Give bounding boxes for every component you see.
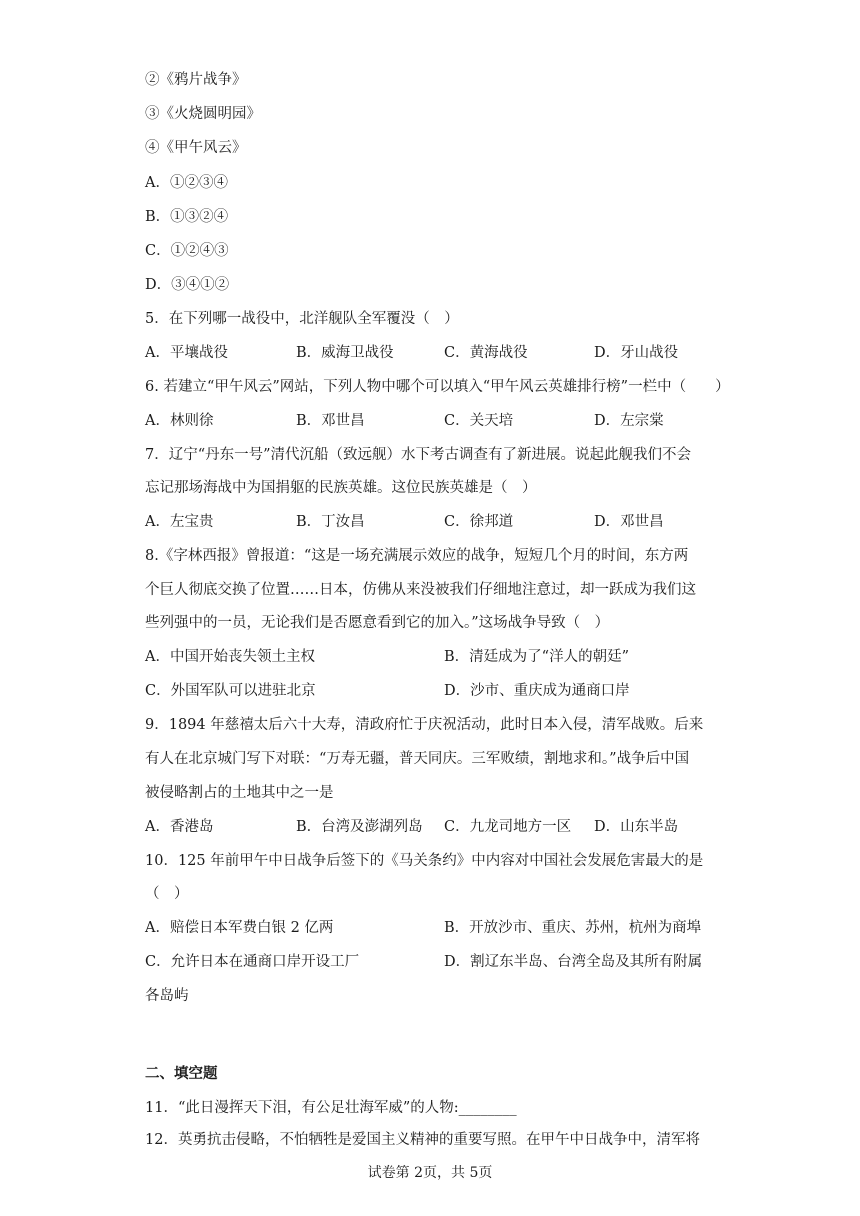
question-7-stem-line: 忘记那场海战中为国捐躯的民族英雄。这位民族英雄是（ ） xyxy=(145,480,537,496)
q6-option-b: B．邓世昌 xyxy=(296,413,365,429)
question-7-stem-line: 7．辽宁“丹东一号”清代沉船（致远舰）水下考古调查有了新进展。说起此舰我们不会 xyxy=(145,447,692,463)
q8-option-a: A．中国开始丧失领土主权 xyxy=(145,649,315,665)
q6-option-d: D．左宗棠 xyxy=(594,413,664,429)
question-item: ③《火烧圆明园》 xyxy=(145,106,261,122)
question-8-stem-line: 个巨人彻底交换了位置……日本，仿佛从来没被我们仔细地注意过，却一跃成为我们这 xyxy=(145,582,696,598)
q9-option-c: C．九龙司地方一区 xyxy=(444,819,572,835)
q6-option-a: A．林则徐 xyxy=(145,413,214,429)
question-5-stem: 5．在下列哪一战役中，北洋舰队全军覆没（ ） xyxy=(145,311,459,327)
q7-option-b: B．丁汝昌 xyxy=(296,514,365,530)
question-11: 11．“此日漫挥天下泪，有公足壮海军威”的人物:________ xyxy=(145,1100,517,1116)
q7-option-d: D．邓世昌 xyxy=(594,514,664,530)
option-c: C．①②④③ xyxy=(145,243,229,259)
q10-option-a: A．赔偿日本军费白银 2 亿两 xyxy=(145,920,334,936)
q9-option-b: B．台湾及澎湖列岛 xyxy=(296,819,423,835)
question-8-stem-line: 些列强中的一员，无论我们是否愿意看到它的加入。”这场战争导致（ ） xyxy=(145,615,610,631)
page-footer: 试卷第 2页，共 5页 xyxy=(367,1165,493,1181)
q8-option-d: D．沙市、重庆成为通商口岸 xyxy=(444,683,630,699)
option-a: A．①②③④ xyxy=(145,175,228,191)
section-title-fill-in: 二、填空题 xyxy=(145,1066,218,1082)
option-d: D．③④①② xyxy=(145,277,230,293)
question-item: ④《甲午风云》 xyxy=(145,140,247,156)
q5-option-a: A．平壤战役 xyxy=(145,345,228,361)
q10-option-c: C．允许日本在通商口岸开设工厂 xyxy=(145,954,360,970)
question-9-stem-line: 被侵略割占的土地其中之一是 xyxy=(145,785,334,801)
q7-option-c: C．徐邦道 xyxy=(444,514,514,530)
question-9-stem-line: 有人在北京城门写下对联：“万寿无疆，普天同庆。三军败绩，割地求和。”战争后中国 xyxy=(145,751,690,767)
question-item: ②《鸦片战争》 xyxy=(145,72,247,88)
q9-option-a: A．香港岛 xyxy=(145,819,214,835)
q5-option-c: C．黄海战役 xyxy=(444,345,528,361)
q6-option-c: C．关天培 xyxy=(444,413,514,429)
q5-option-b: B．威海卫战役 xyxy=(296,345,394,361)
question-9-stem-line: 9．1894 年慈禧太后六十大寿，清政府忙于庆祝活动，此时日本入侵，清军战败。后来 xyxy=(145,717,704,733)
question-10-stem-line: （ ） xyxy=(145,886,189,902)
q8-option-c: C．外国军队可以进驻北京 xyxy=(145,683,316,699)
option-b: B．①③②④ xyxy=(145,209,229,225)
q10-option-d-continued: 各岛屿 xyxy=(145,988,189,1004)
question-6-stem: 6. 若建立“甲午风云”网站，下列人物中哪个可以填入“甲午风云英雄排行榜”一栏中（ ） xyxy=(145,379,730,395)
q8-option-b: B．清廷成为了“洋人的朝廷” xyxy=(444,649,629,665)
q7-option-a: A．左宝贵 xyxy=(145,514,214,530)
question-10-stem-line: 10．125 年前甲午中日战争后签下的《马关条约》中内容对中国社会发展危害最大的是 xyxy=(145,853,704,869)
q9-option-d: D．山东半岛 xyxy=(594,819,679,835)
q10-option-d: D．割辽东半岛、台湾全岛及其所有附属 xyxy=(444,954,703,970)
question-12: 12．英勇抗击侵略，不怕牺牲是爱国主义精神的重要写照。在甲午中日战争中，清军将 xyxy=(145,1132,700,1148)
q10-option-b: B．开放沙市、重庆、苏州，杭州为商埠 xyxy=(444,920,702,936)
q5-option-d: D．牙山战役 xyxy=(594,345,679,361)
question-8-stem-line: 8.《字林西报》曾报道：“这是一场充满展示效应的战争，短短几个月的时间，东方两 xyxy=(145,548,689,564)
